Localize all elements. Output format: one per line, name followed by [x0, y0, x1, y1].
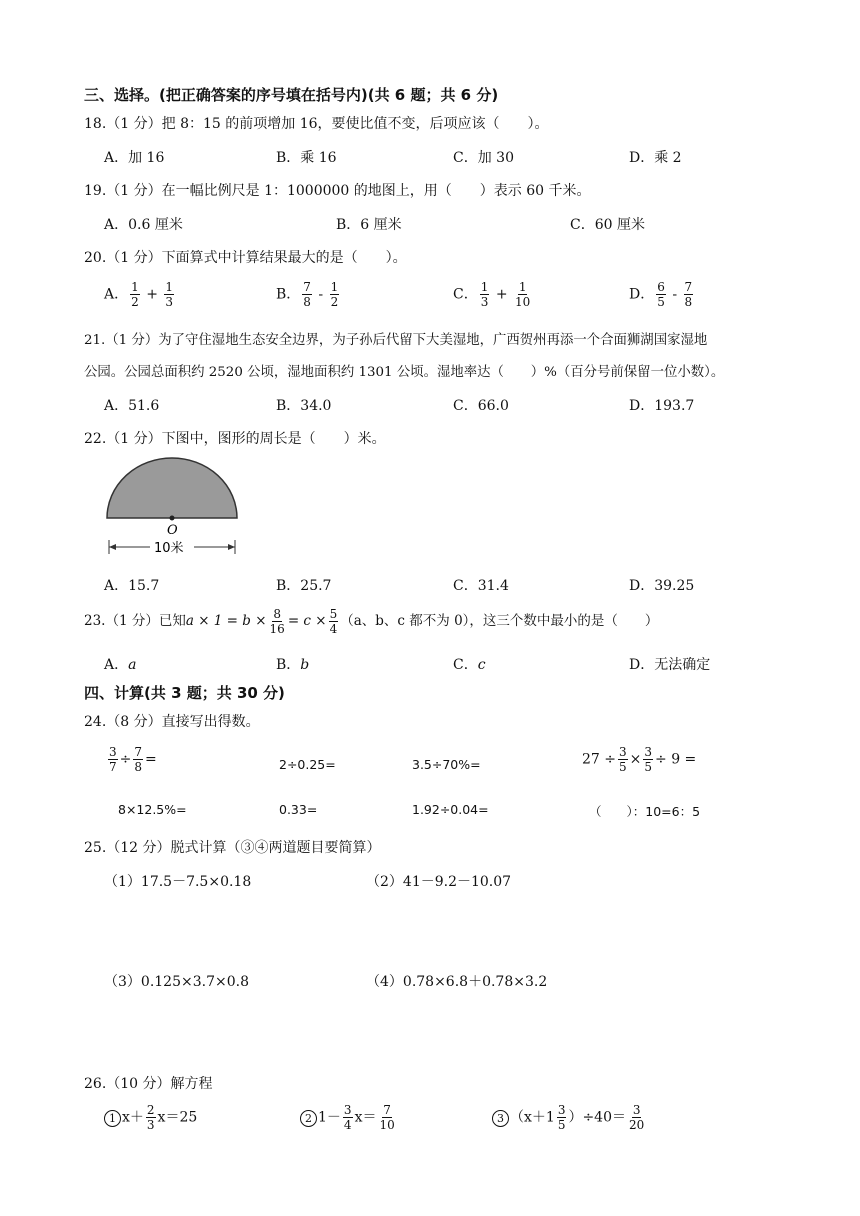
- q18-option-c: C．加 30: [453, 150, 514, 166]
- q22-option-b: B．25.7: [276, 578, 332, 594]
- q18-text: 18.（1 分）把 8：15 的前项增加 16，要使比值不变，后项应该（ ）。: [84, 116, 549, 132]
- q26-text: 26.（10 分）解方程: [84, 1076, 213, 1092]
- q24-item-3: 3.5÷70%=: [412, 757, 481, 772]
- section3-title: 三、选择。(把正确答案的序号填在括号内)(共 6 题；共 6 分): [84, 86, 499, 104]
- q20-option-b: B． $\frac{7}{8}$ - $\frac{1}{2}$: [276, 280, 339, 309]
- q21-option-a: A．51.6: [104, 398, 160, 414]
- q22-option-c: C．31.4: [453, 578, 509, 594]
- q24-item-2: 2÷0.25=: [279, 757, 336, 772]
- q24-item-4: 27 ÷ $\frac{3}{5}$ × $\frac{3}{5}$ ÷ 9 =: [582, 745, 697, 774]
- q18-option-d: D．乘 2: [629, 150, 682, 166]
- q26-equation-3: 3 （x＋1 $\frac{3}{5}$ ）÷40＝ $\frac{3}{20}$: [492, 1104, 647, 1131]
- q20-option-c: C． $\frac{1}{3}$ + $\frac{1}{10}$: [453, 280, 531, 309]
- q23-text: 23.（1 分）已知a × 1 = b × $\frac{8}{16}$ = c × $\frac{5}{4}$ （a、b、c 都不为 0），这三个数中最小的是（ ）: [84, 607, 659, 636]
- q25-text: 25.（12 分）脱式计算（③④两道题目要简算）: [84, 840, 381, 856]
- q19-text: 19.（1 分）在一幅比例尺是 1：1000000 的地图上，用（ ）表示 60 千米。: [84, 183, 591, 199]
- q24-item-1: $\frac{3}{7}$ ÷ $\frac{7}{8}$ =: [109, 745, 157, 774]
- q24-text: 24.（8 分）直接写出得数。: [84, 714, 260, 730]
- q20-option-d: D． $\frac{6}{5}$ - $\frac{7}{8}$: [629, 280, 693, 309]
- q19-option-c: C．60 厘米: [570, 217, 645, 233]
- center-point: [170, 516, 175, 521]
- q21-line2: 公园。公园总面积约 2520 公顷，湿地面积约 1301 公顷。湿地率达（ ）%（百分号前保留一位小数）。: [84, 365, 725, 380]
- q20-text: 20.（1 分）下面算式中计算结果最大的是（ ）。: [84, 250, 407, 266]
- q21-option-b: B．34.0: [276, 398, 332, 414]
- q23-option-b: B．b: [276, 657, 310, 673]
- q23-option-c: C．c: [453, 657, 486, 673]
- center-label: O: [167, 523, 178, 538]
- width-label: 10米: [154, 541, 184, 556]
- q18-option-b: B．乘 16: [276, 150, 337, 166]
- q25-problem-3: （3）0.125×3.7×0.8: [104, 974, 249, 990]
- q25-problem-2: （2）41－9.2－10.07: [366, 874, 512, 890]
- q26-equation-1: 1 x＋ $\frac{2}{3}$ x＝25: [104, 1104, 197, 1131]
- q21-line1: 21.（1 分）为了守住湿地生态安全边界，为子孙后代留下大美湿地，广西贺州再添一个合面狮湖国家湿地: [84, 333, 708, 348]
- q24-item-5: 8×12.5%=: [118, 802, 187, 817]
- q18-option-a: A．加 16: [104, 150, 165, 166]
- q23-option-a: A．a: [104, 657, 137, 673]
- semicircle-figure: [100, 452, 250, 562]
- semicircle-shape: [107, 458, 237, 518]
- q24-item-7: 1.92÷0.04=: [412, 802, 489, 817]
- q22-option-d: D．39.25: [629, 578, 695, 594]
- q19-option-b: B．6 厘米: [336, 217, 402, 233]
- q24-item-6: 0.33=: [279, 802, 318, 817]
- q21-option-c: C．66.0: [453, 398, 509, 414]
- q21-option-d: D．193.7: [629, 398, 695, 414]
- q26-equation-2: 2 1－ $\frac{3}{4}$ x＝ $\frac{7}{10}$: [300, 1104, 398, 1131]
- q19-option-a: A．0.6 厘米: [104, 217, 183, 233]
- q22-text: 22.（1 分）下图中，图形的周长是（ ）米。: [84, 431, 386, 447]
- section4-title: 四、计算(共 3 题；共 30 分): [84, 684, 285, 702]
- q22-option-a: A．15.7: [104, 578, 160, 594]
- q20-option-a: A． $\frac{1}{2}$ + $\frac{1}{3}$: [104, 280, 174, 309]
- q25-problem-1: （1）17.5－7.5×0.18: [104, 874, 252, 890]
- q23-option-d: D．无法确定: [629, 657, 711, 673]
- q24-item-8: （ ）：10=6：5: [589, 804, 701, 819]
- q25-problem-4: （4）0.78×6.8＋0.78×3.2: [366, 974, 548, 990]
